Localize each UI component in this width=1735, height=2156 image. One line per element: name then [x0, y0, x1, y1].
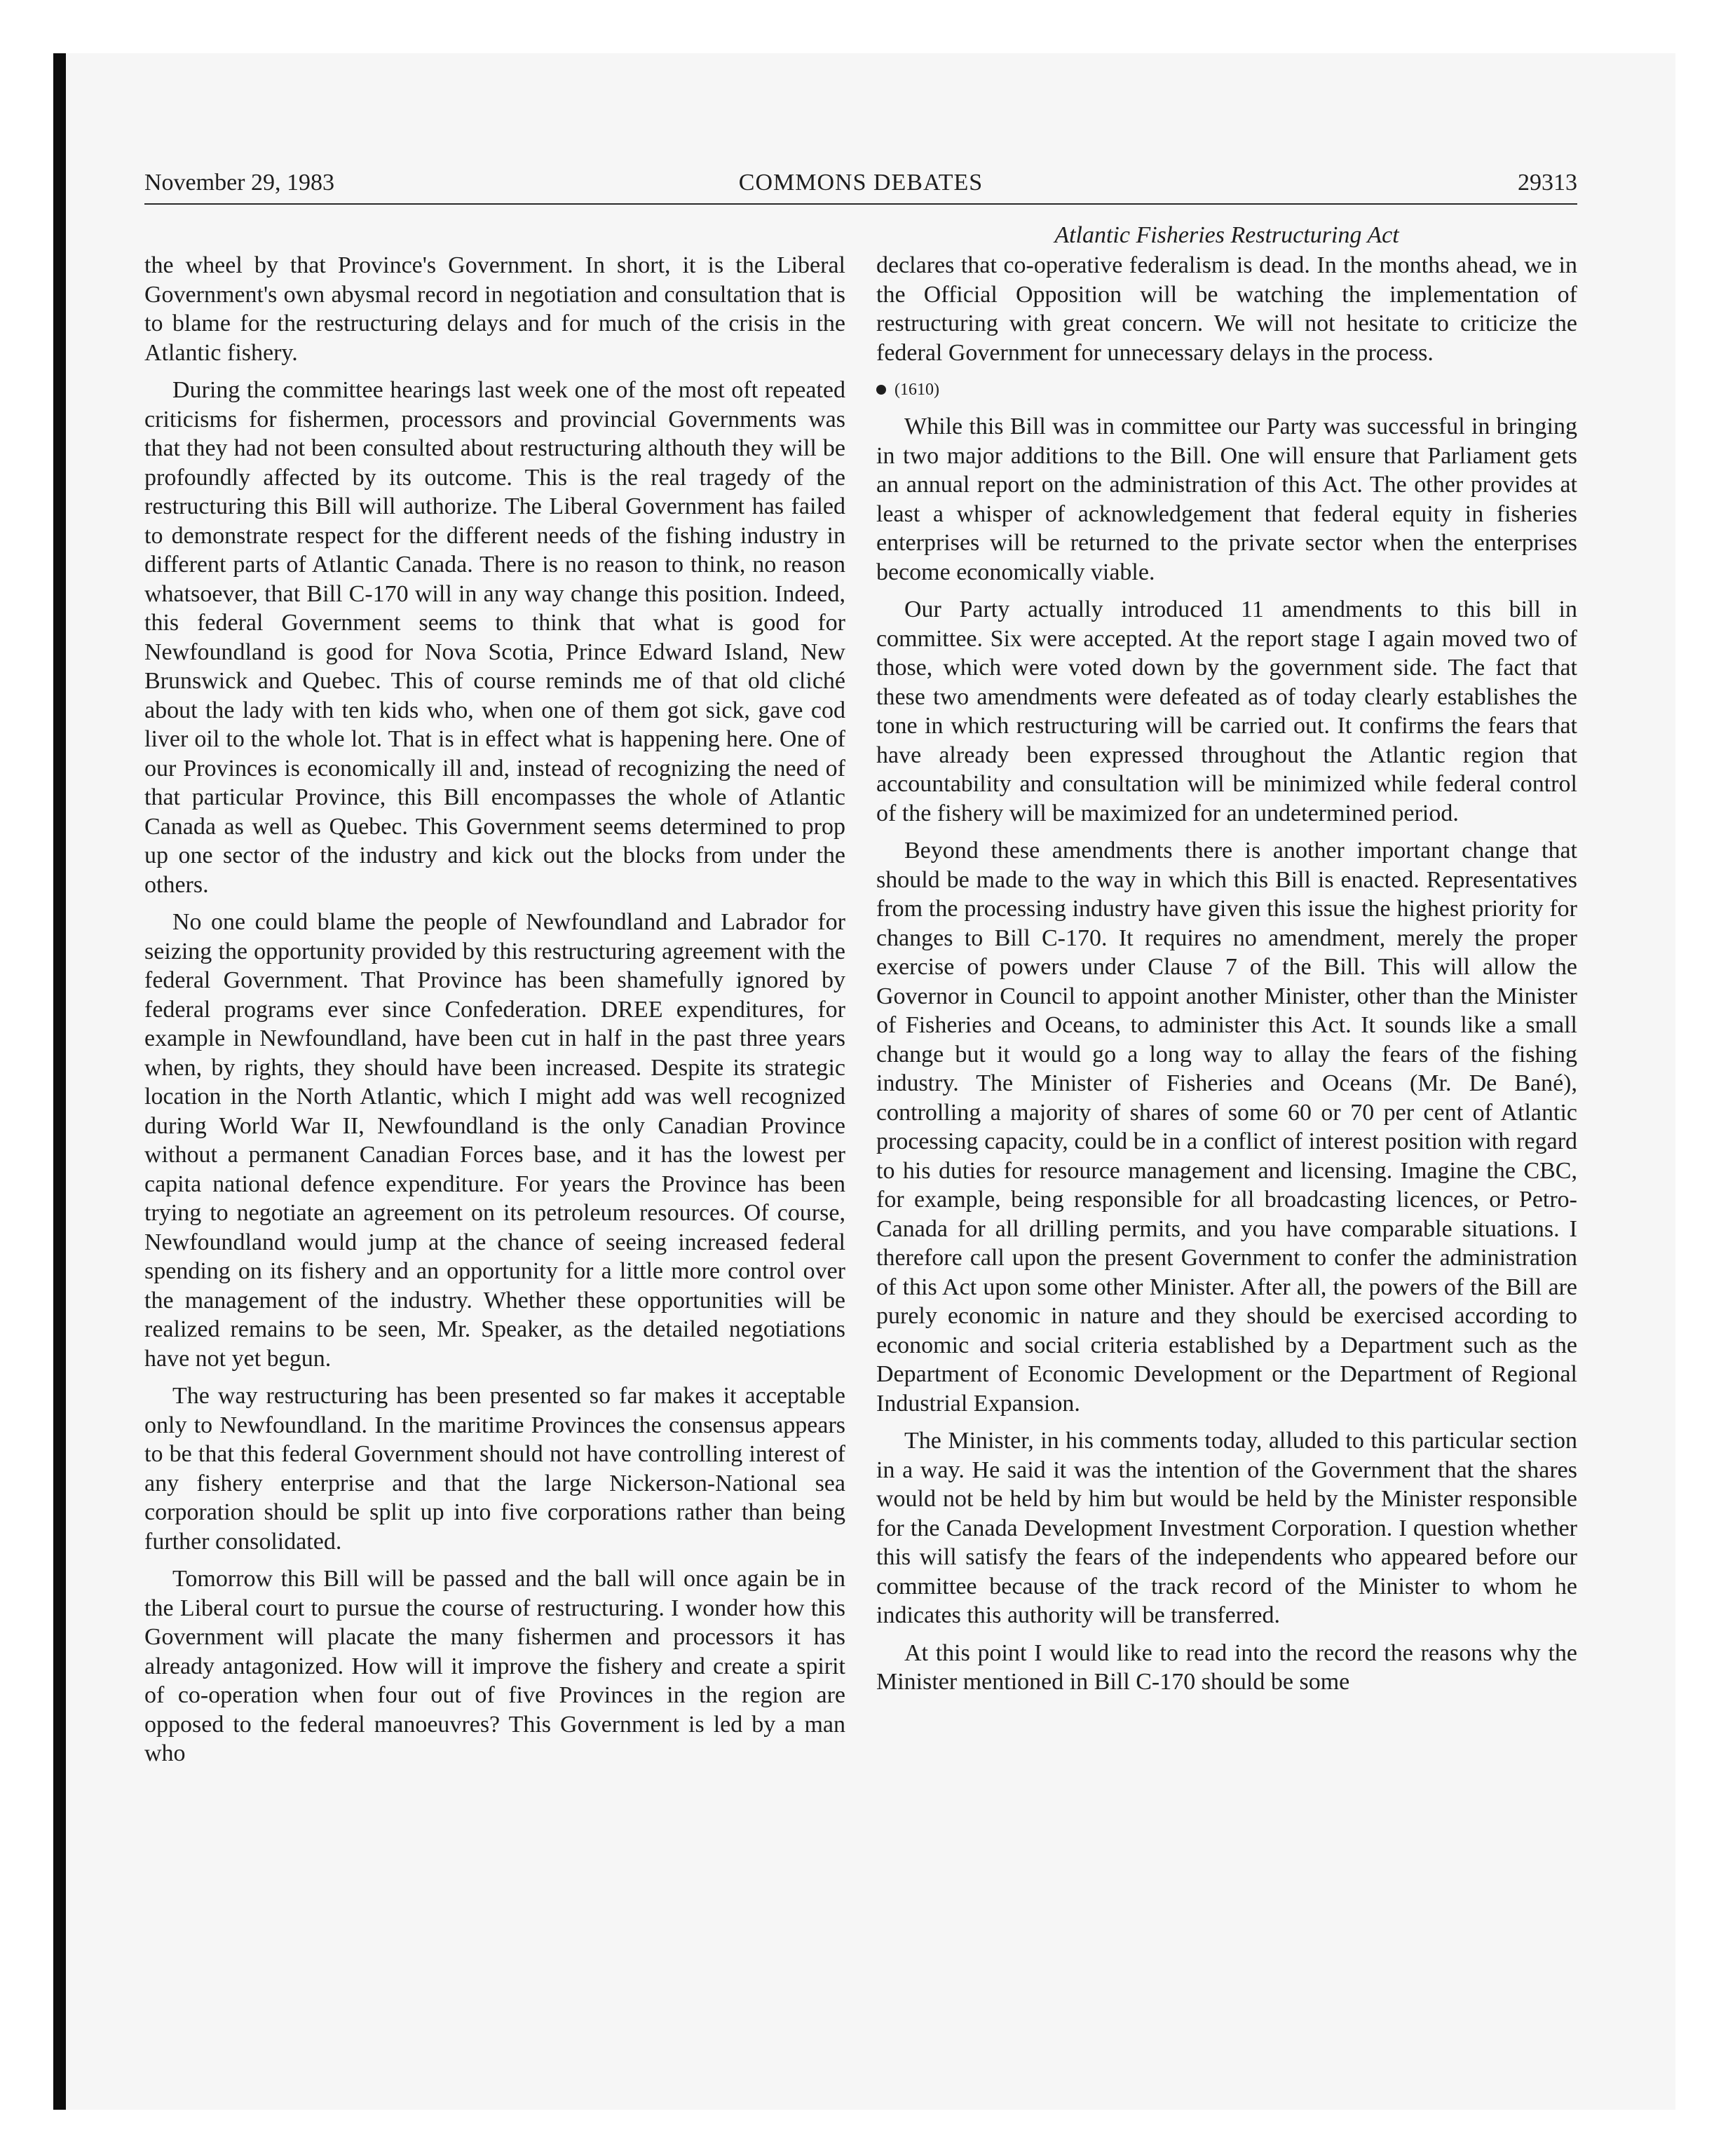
header-page-number: 29313 [1518, 170, 1577, 196]
paragraph: Our Party actually introduced 11 amendments to this bill in committee. Six were accepted. At the report stage I again moved two of those, which were voted down by the government side. The fact that these two amendments were defeated as of today clearly establishes the tone in which restructuring will be carried out. It confirms the fears that have already been expressed throughout the Atlantic region that accountability and consultation will be minimized while federal control of the fishery will be maximized for an undetermined period. [876, 596, 1577, 826]
header-date: November 29, 1983 [144, 170, 335, 196]
paragraph: declares that co-operative federalism is dead. In the months ahead, we in the Official Opposition will be watching the implementation of restructuring with great concern. We will not hesitate to criticize the federal Government for unnecessary delays in the process. [876, 252, 1577, 366]
header-rule [144, 203, 1577, 205]
right-column [876, 251, 1577, 1705]
paragraph: The Minister, in his comments today, alluded to this particular section in a way. He said it was the intention of the Government that the shares would not be held by him but would be held by the Minister responsible for the Canada Development Investment Corporation. I question whether this will satisfy the fears of the independents who appeared before our committee because of the track record of the Minister to whom he indicates this authority will be transferred. [876, 1428, 1577, 1628]
bullet-icon [876, 385, 886, 395]
left-column [144, 251, 845, 1777]
scan-edge [53, 53, 66, 2110]
paragraph: No one could blame the people of Newfoundland and Labrador for seizing the opportunity provided by this restructuring agreement with the federal Government. That Province has been shamefully ignored by federal programs ever since Confederation. DREE expenditures, for example in Newfoundland, have been cut in half in the past three years when, by rights, they should have been increased. Despite its strategic location in the North Atlantic, which I might add was well recognized during World War II, Newfoundland is the only Canadian Province without a permanent Canadian Forces base, and it has the lowest per capita national defence expenditure. For years the Province has been trying to negotiate an agreement on its petroleum resources. Of course, Newfoundland would jump at the chance of seeing increased federal spending on its fishery and an opportunity for a little more control over the management of the industry. Whether these opportunities will be realized remains to be seen, Mr. Speaker, as the detailed negotiations have not yet begun. [144, 909, 845, 1372]
paragraph: While this Bill was in committee our Party was successful in bringing in two major additions to the Bill. One will ensure that Parliament gets an annual report on the administration of this Act. The other provides at least a whisper of acknowledgement that federal equity in fisheries enterprises will be returned to the private sector when the enterprises become economically viable. [876, 414, 1577, 585]
running-head [144, 165, 1577, 200]
paragraph: At this point I would like to read into the record the reasons why the Minister mentioned in Bill C-170 should be some [876, 1639, 1577, 1695]
paragraph: Beyond these amendments there is another important change that should be made to the way in which this Bill is enacted. Representatives from the processing industry have given this issue the highest priority for changes to Bill C-170. It requires no amendment, merely the proper exercise of powers under Clause 7 of the Bill. This will allow the Governor in Council to appoint another Minister, other than the Minister of Fisheries and Oceans, to administer this Act. It sounds like a small change but it would go a long way to allay the fears of the fishing industry. The Minister of Fisheries and Oceans (Mr. De Bané), controlling a majority of shares of some 60 or 70 per cent of Atlantic processing capacity, could be in a conflict of interest position with regard to his duties for resource management and licensing. Imagine the CBC, for example, being responsible for all broadcasting licences, or Petro-Canada for all drilling permits, and you have comparable situations. I therefore call upon the present Government to confer the administration of this Act upon some other Minister. After all, the powers of the Bill are purely economic in nature and they should be exercised according to economic and social criteria established by a Department such as the Department of Economic Development or the Department of Regional Industrial Expansion. [876, 838, 1577, 1417]
paragraph: the wheel by that Province's Government. In short, it is the Liberal Government's own abysmal record in negotiation and consultation that is to blame for the restructuring delays and for much of the crisis in the Atlantic fishery. [144, 252, 845, 366]
time-marker [876, 377, 1577, 402]
header-publication: COMMONS DEBATES [738, 170, 984, 196]
time-marker-text: (1610) [894, 381, 939, 399]
paragraph: The way restructuring has been presented so far makes it acceptable only to Newfoundland. In the maritime Provinces the consensus appears to be that this federal Government should not have controlling interest of any fishery enterprise and that the large Nickerson-National sea corporation should be split up into five corporations rather than being further consolidated. [144, 1383, 845, 1555]
paragraph: During the committee hearings last week one of the most oft repeated criticisms for fishermen, processors and provincial Governments was that they had not been consulted about restructuring althouth they will be profoundly affected by its outcome. This is the real tragedy of the restructuring this Bill will authorize. The Liberal Government has failed to demonstrate respect for the different needs of the fishing industry in different parts of Atlantic Canada. There is no reason to think, no reason whatsoever, that Bill C-170 will in any way change this position. Indeed, this federal Government seems to think that what is good for Newfoundland is good for Nova Scotia, Prince Edward Island, New Brunswick and Quebec. This of course reminds me of that old cliché about the lady with ten kids who, when one of them got sick, gave cod liver oil to the whole lot. That is in effect what is happening here. One of our Provinces is economically ill and, instead of recognizing the need of that particular Province, this Bill encompasses the whole of Atlantic Canada as well as Quebec. This Government seems determined to prop up one sector of the industry and kick out the blocks from under the others. [144, 377, 845, 898]
section-title: Atlantic Fisheries Restructuring Act [1054, 222, 1399, 248]
paragraph: Tomorrow this Bill will be passed and the ball will once again be in the Liberal court to pursue the course of restructuring. I wonder how this Government will placate the many fishermen and processors it has already antagonized. How will it improve the fishery and create a spirit of co-operation when four out of five Provinces in the region are opposed to the federal manoeuvres? This Government is led by a man who [144, 1566, 845, 1766]
